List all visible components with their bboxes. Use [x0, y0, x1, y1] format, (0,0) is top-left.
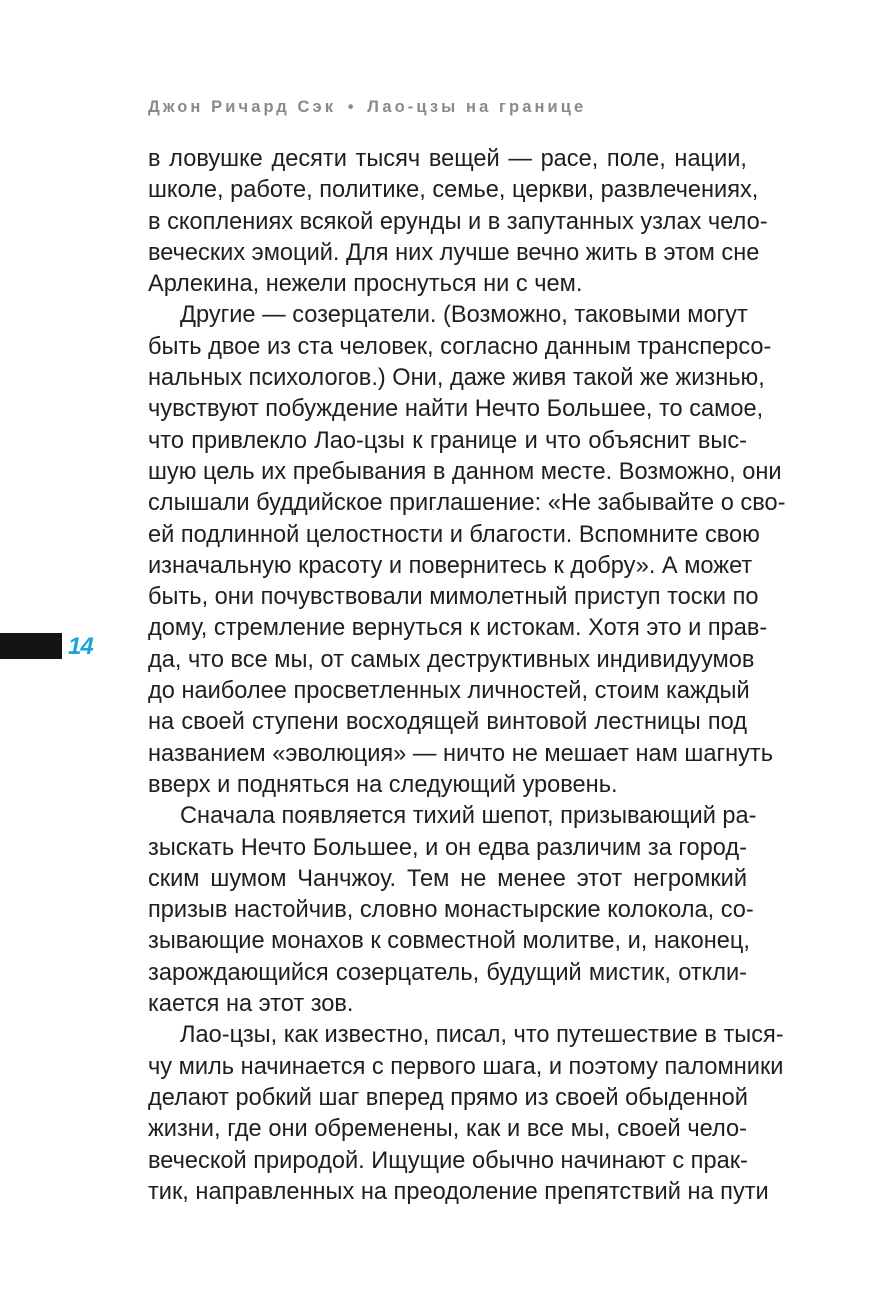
page-number: 14 [68, 633, 93, 660]
text-line: делают робкий шаг вперед прямо из своей обыденной [148, 1084, 748, 1111]
text-line: школе, работе, политике, семье, церкви, развлечениях, [148, 177, 759, 204]
text-line: дому, стремление вернуться к истокам. Хотя это и прав- [148, 615, 768, 642]
text-line: ей подлинной целостности и благости. Вспомните свою [148, 521, 760, 548]
text-line: жизни, где они обременены, как и все мы, своей чело- [148, 1116, 747, 1143]
text-line: тик, направленных на преодоление препятствий на пути [148, 1178, 769, 1205]
paragraph [148, 300, 786, 801]
paragraph [148, 801, 757, 1020]
text-line: что привлекло Лао-цзы к границе и что объяснит выс- [148, 427, 747, 454]
text-line: ским шумом Чанчжоу. Тем не менее этот негромкий [148, 865, 747, 892]
text-line: Другие — созерцатели. (Возможно, таковыми могут [180, 302, 748, 329]
text-line: Арлекина, нежели проснуться ни с чем. [148, 271, 583, 298]
text-line: быть, они почувствовали мимолетный приступ тоски по [148, 584, 759, 611]
text-line: в скоплениях всякой ерунды и в запутанных узлах чело- [148, 208, 768, 235]
header-book-title: Лао-цзы на границе [367, 98, 587, 116]
text-line: изначальную красоту и повернитесь к добру». А может [148, 552, 753, 579]
text-line: чу миль начинается с первого шага, и поэтому паломники [148, 1053, 784, 1080]
text-line: зыскать Нечто Большее, и он едва различим за город- [148, 834, 747, 861]
text-line: чувствуют побуждение найти Нечто Большее, то самое, [148, 396, 764, 423]
text-line: вверх и подняться на следующий уровень. [148, 771, 618, 798]
text-line: веческих эмоций. Для них лучше вечно жить в этом сне [148, 239, 760, 266]
text-line: веческой природой. Ищущие обычно начинают с прак- [148, 1147, 748, 1174]
text-line: Сначала появляется тихий шепот, призывающий ра- [180, 803, 757, 830]
text-line: призыв настойчив, словно монастырские колокола, со- [148, 897, 754, 924]
paragraph [148, 1020, 784, 1208]
text-line: да, что все мы, от самых деструктивных индивидуумов [148, 646, 755, 673]
text-line: слышали буддийское приглашение: «Не забывайте о сво- [148, 490, 786, 517]
text-line: в ловушке десяти тысяч вещей — расе, поле, нации, [148, 146, 747, 172]
thumb-tab-marker [0, 633, 62, 659]
text-line: Лао-цзы, как известно, писал, что путешествие в тыся- [180, 1022, 784, 1049]
text-line: нальных психологов.) Они, даже живя такой же жизнью, [148, 365, 765, 392]
running-header [148, 98, 586, 117]
header-separator: • [347, 98, 354, 116]
header-author: Джон Ричард Сэк [148, 98, 337, 116]
text-line: быть двое из ста человек, согласно данным трансперсо- [148, 333, 772, 360]
text-line: на своей ступени восходящей винтовой лестницы под [148, 709, 747, 736]
text-line: шую цель их пребывания в данном месте. Возможно, они [148, 458, 782, 485]
text-line: до наиболее просветленных личностей, стоим каждый [148, 678, 750, 705]
body-text [148, 144, 786, 1208]
text-line: зарождающийся созерцатель, будущий мистик, откли- [148, 959, 747, 986]
text-line: кается на этот зов. [148, 991, 354, 1018]
text-line: зывающие монахов к совместной молитве, и, наконец, [148, 928, 750, 955]
text-line: названием «эволюция» — ничто не мешает нам шагнуть [148, 740, 774, 767]
paragraph [148, 144, 768, 300]
